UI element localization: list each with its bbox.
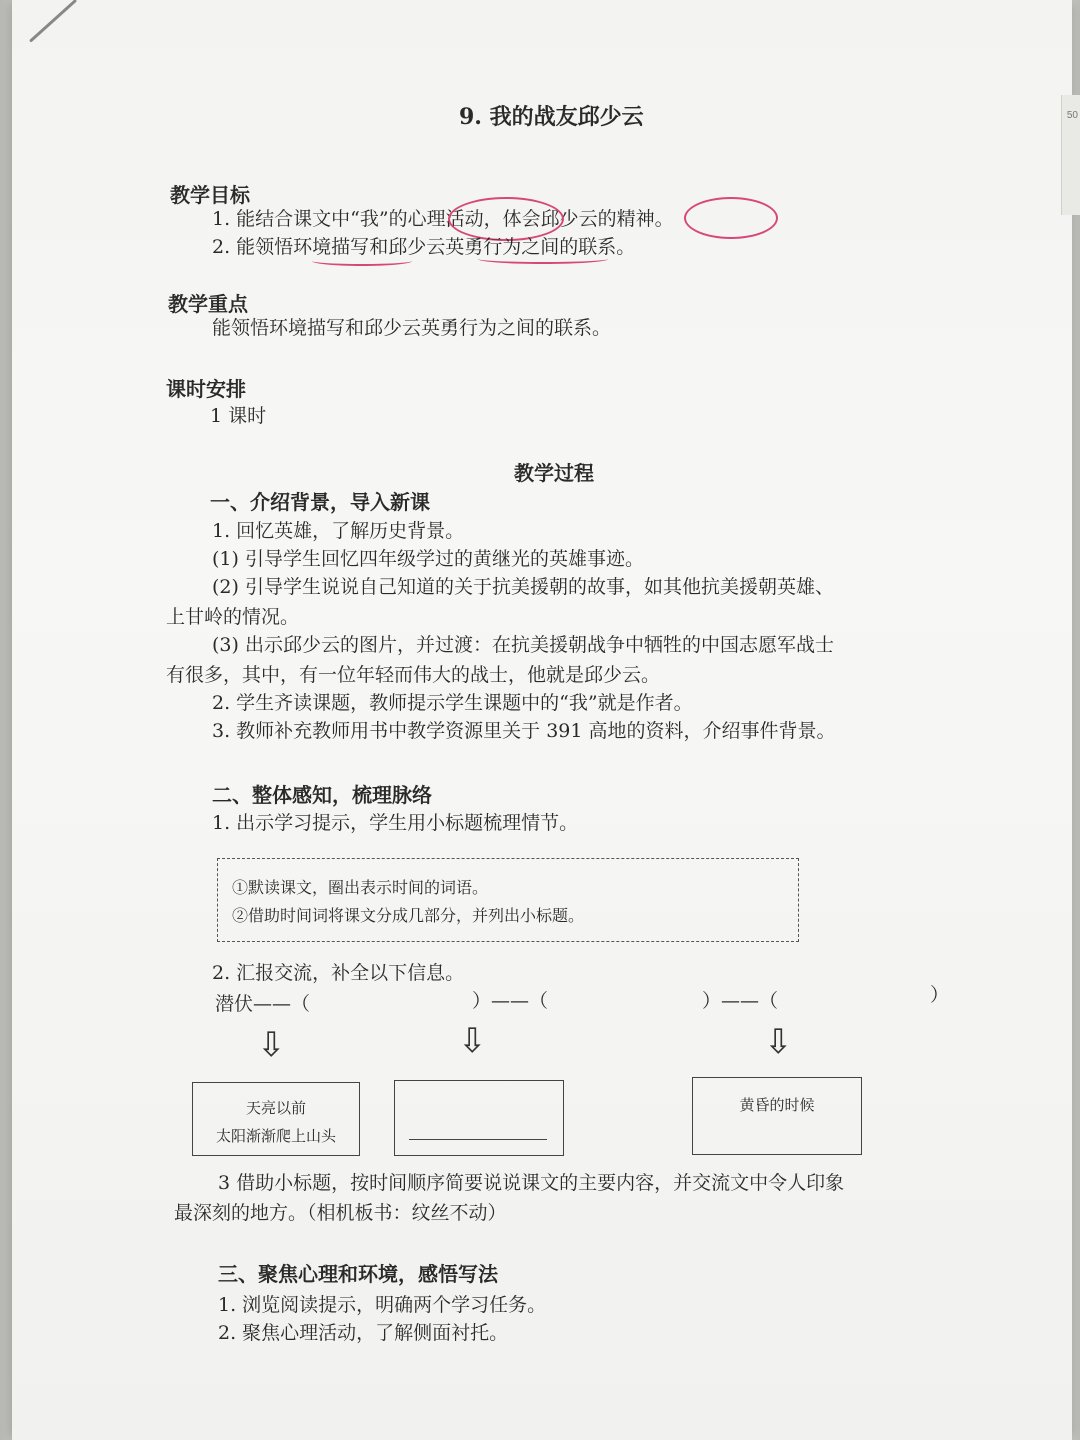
part1-heading: 一、介绍背景，导入新课 xyxy=(210,490,430,514)
time-box-2-blank xyxy=(409,1139,547,1140)
goal-1-middle: ，体会邱少云 xyxy=(483,208,598,230)
part3-line-2: 2. 聚焦心理活动，了解侧面衬托。 xyxy=(218,1322,509,1344)
schedule-heading: 课时安排 xyxy=(166,377,246,401)
part3-heading: 三、聚焦心理和环境，感悟写法 xyxy=(218,1262,498,1286)
goal-1-mark-2: 的精神 xyxy=(597,208,655,230)
part2-line-2: 2. 汇报交流，补全以下信息。 xyxy=(212,962,465,984)
part2-line-3a: 3 借助小标题，按时间顺序简要说说课文的主要内容，并交流文中令人印象 xyxy=(218,1172,845,1194)
goals-heading: 教学目标 xyxy=(170,183,250,207)
part1-line-8: 3. 教师补充教师用书中教学资源里关于 391 高地的资料，介绍事件背景。 xyxy=(212,720,836,742)
part2-heading: 二、整体感知，梳理脉络 xyxy=(212,783,432,807)
goal-2-prefix: 2. 能领悟 xyxy=(212,236,294,258)
goal-1 xyxy=(212,208,674,231)
goal-2-middle: 和邱少云 xyxy=(369,236,446,258)
focus-text: 能领悟环境描写和邱少云英勇行为之间的联系。 xyxy=(212,317,612,339)
down-arrow-icon: ⇩ xyxy=(764,1022,793,1062)
part2-line-3b: 最深刻的地方。（相机板书：纹丝不动） xyxy=(174,1202,507,1224)
goal-1-mark-1: 心理活动 xyxy=(407,208,484,230)
chain-mid-1: ）——（ xyxy=(472,990,549,1012)
process-heading: 教学过程 xyxy=(514,461,594,485)
time-box-1-line-2: 太阳渐渐爬上山头 xyxy=(215,1127,336,1145)
part3-line-1: 1. 浏览阅读提示，明确两个学习任务。 xyxy=(218,1294,547,1316)
goal-2-mark-2: 英勇行为之 xyxy=(445,236,541,258)
document-title: 9. 我的战友邱少云 xyxy=(459,104,644,130)
down-arrow-icon: ⇩ xyxy=(458,1021,487,1061)
worksheet-page xyxy=(12,0,1072,1440)
goal-2-suffix: 间的联系。 xyxy=(540,236,636,258)
time-box-3-line-1: 黄昏的时候 xyxy=(739,1096,815,1114)
part1-line-3: (2) 引导学生说说自己知道的关于抗美援朝的故事，如其他抗美援朝英雄、 xyxy=(212,576,834,598)
goal-2 xyxy=(212,236,635,259)
focus-heading: 教学重点 xyxy=(168,292,248,316)
study-tip-2: ②借助时间词将课文分成几部分，并列出小标题。 xyxy=(232,906,585,925)
part2-line-1: 1. 出示学习提示，学生用小标题梳理情节。 xyxy=(212,812,579,834)
time-box-3 xyxy=(692,1077,862,1155)
study-tips-box xyxy=(217,858,799,942)
goal-1-suffix: 。 xyxy=(654,208,674,230)
down-arrow-icon: ⇩ xyxy=(257,1025,286,1065)
part1-line-2: (1) 引导学生回忆四年级学过的黄继光的英雄事迹。 xyxy=(212,548,644,570)
part1-line-7: 2. 学生齐读课题，教师提示学生课题中的“我”就是作者。 xyxy=(212,692,693,714)
time-box-1-line-1: 天亮以前 xyxy=(245,1099,306,1117)
goal-2-mark-1: 环境描写 xyxy=(293,236,370,258)
chain-end: ） xyxy=(930,984,950,1006)
time-box-2 xyxy=(394,1080,564,1156)
study-tip-1: ①默读课文，圈出表示时间的词语。 xyxy=(232,878,489,897)
time-box-1 xyxy=(192,1082,360,1156)
part1-line-4: 上甘岭的情况。 xyxy=(166,606,300,628)
part1-line-5: (3) 出示邱少云的图片，并过渡：在抗美援朝战争中牺牲的中国志愿军战士 xyxy=(212,634,834,656)
chain-mid-2: ）——（ xyxy=(702,990,779,1012)
goal-1-prefix: 1. 能结合课文中“我”的 xyxy=(212,208,408,230)
schedule-text: 1 课时 xyxy=(210,405,267,427)
part1-line-1: 1. 回忆英雄，了解历史背景。 xyxy=(212,520,465,542)
chain-start: 潜伏——（ xyxy=(215,993,311,1015)
pen-circle-spirit xyxy=(684,197,778,239)
staple xyxy=(29,0,77,43)
edge-mark: 50 xyxy=(1066,110,1078,121)
part1-line-6: 有很多，其中，有一位年轻而伟大的战士，他就是邱少云。 xyxy=(166,664,661,686)
